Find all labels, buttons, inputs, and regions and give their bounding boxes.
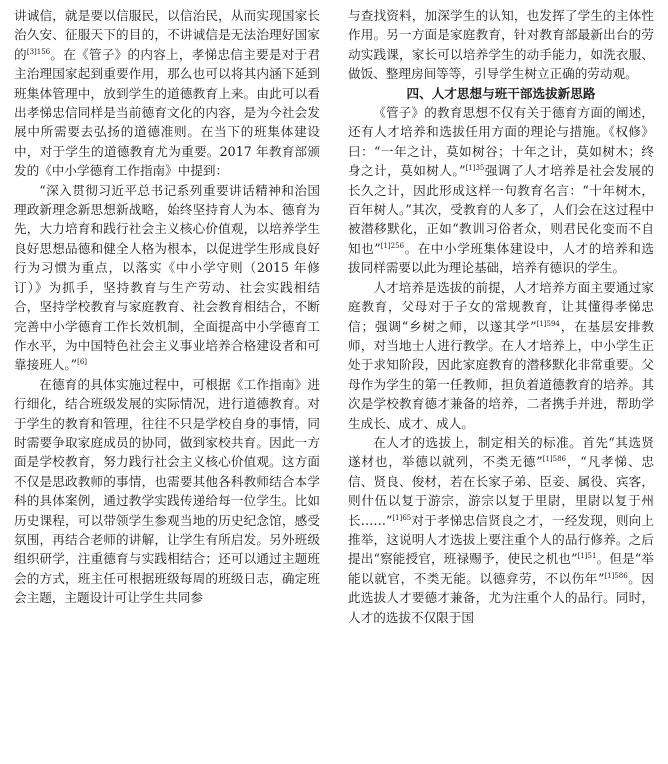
right-column	[348, 6, 654, 627]
quote-paragraph	[14, 181, 320, 375]
paragraph-text: 。但是“举能以就官，不类无能。以德弇劳，不以伤年”	[348, 551, 654, 586]
citation: [1]256	[380, 241, 405, 250]
paragraph-3: 在德育的具体实施过程中，可根据《工作指南》进行细化，结合班级发展的实际情况，进行道德教育。对于学生的教育和管理，往往不只是学校自身的事情，同时需要争取家庭成员的协同，做到家校共育。因此一方面是学校教育，努力践行社会主义核心价值观。这方面不仅是思政教师的事情，也需要其他各科教师结合本学科的具体案例，通过教学实践传递给每一位学生。比如历史课程，可以带领学生参观当地的历史纪念馆，感受氛围，再结合老师的讲解，让学生有所启发。另外班级组织研学，注重德育与实践相结合；还可以通过主题班会的方式，班主任可根据班级每周的班级日志，确定班会主题，主题设计可让学生共同参	[14, 376, 320, 606]
paragraph-text: 强调了人才培养是社会发展的长久之计，因此形成这样一句教育名言：“十年树木，百年树人。”其次，受教育的人多了，人们会在这过程中被潜移默化，正如“教训习俗者众，则君民化变而不自知也”	[348, 163, 654, 256]
citation: [1]594	[536, 319, 560, 328]
citation: [3]156	[26, 47, 51, 56]
paragraph-text: 对于孝悌忠信贤良之才，一经发现，则向上推举，这说明人才选拔上要注重个人的品行修养。之后提出“察能授官，班禄赐予，使民之机也”	[348, 512, 654, 567]
citation: [6]	[77, 358, 88, 367]
paragraph-3	[348, 278, 654, 433]
paragraph-text: 《管子》的教育思想不仅有关于德育方面的阐述，还有人才培养和选拔任用方面的理论与措施。《权修》曰：“一年之计，莫如树谷；十年之计，莫如树木；终身之计，莫如树人。”	[348, 105, 654, 179]
paragraph-1	[14, 6, 320, 181]
section-title: 四、人才思想与班干部选拔新思路	[406, 85, 596, 101]
left-column	[14, 6, 320, 608]
citation: [1]51	[577, 552, 597, 561]
citation: [1]65	[392, 513, 412, 522]
paragraph-text: 。在中小学班集体建设中，人才的培养和选拔同样需要以此为理论基础，培养有德识的学生。	[348, 240, 654, 276]
paragraph-text: 在人才的选拔上，制定相关的标准。首先“其选贤遂材也，举德以就列，不类无德”	[348, 434, 654, 470]
paragraph-2	[348, 103, 654, 278]
paragraph-text: ，在基层安排教师，对当地士人进行教学。在人才培养上，中小学生正处于求知阶段，因此家庭教育的潜移默化非常重要。父母作为学生的第一任教师，担负着道德教育的培养。其次是学校教育德才兼备的培养，二者携手并进，帮助学生成长、成才、成人。	[348, 318, 655, 431]
paragraph-text: 讲诚信，就是要以信服民，以信治民，从而实现国家长治久安、征服天下的目的，不讲诚信是无法治理好国家的	[14, 8, 320, 62]
guideline-quote: “深入贯彻习近平总书记系列重要讲话精神和治国理政新理念新思想新战略，始终坚持育人为本、德育为先，大力培育和践行社会主义核心价值观，以培养学生良好思想品德和健全人格为根本，以促进学生形成良好行为习惯为重点，以落实《中小学守则（2015 年修订）》为抓手，坚持教育与生产劳动、社会实践相结合，坚持学校教育与家庭教育、社会教育相结合，不断完善中小学德育工作长效机制，全面提高中小学德育工作水平，为中国特色社会主义事业培养合格建设者和可靠接班人。”	[14, 182, 320, 373]
citation: [1]586	[542, 455, 566, 464]
paragraph-text: 。因此选拔人才要德才兼备，尤为注重个人的品行。同时，人才的选拔不仅限于国	[348, 570, 654, 625]
paragraph-text: ，“凡孝悌、忠信、贤良、俊材，若在长家子弟、臣妾、属役、宾客，则什伍以复于游宗，游宗以复于里尉，里尉以复于州长……”	[348, 454, 654, 528]
paragraph-text: 。在《管子》的内容上，孝悌忠信主要是对于君主治理国家起到重要作用，那么也可以将其内涵下延到班集体管理中，放到学生的道德教育上来。由此可以看出孝悌忠信同样是当前德育文化的内容，是为今社会发展中所需要去弘扬的道德准则。在当下的班集体建设中，对于学生的道德教育尤为重要。2017 年教育部颁发的《中小学德育工作指南》中提到：	[14, 46, 321, 179]
paragraph-4	[348, 433, 654, 627]
citation: [1]35	[465, 164, 485, 173]
paragraph-1: 与查找资料，加深学生的认知，也发挥了学生的主体性作用。另一方面是家庭教育，针对教育部最新出台的劳动实践课，家长可以培养学生的动手能力，如洗衣服、做饭、整理房间等等，引导学生树立正确的劳动观。	[348, 8, 654, 82]
paragraph-text: 人才培养是选拔的前提，人才培养方面主要通过家庭教育，父母对于子女的常规教育，让其懂得孝悌忠信；强调“乡树之师，以遂其学”	[348, 279, 654, 334]
citation: [1]586	[604, 571, 628, 580]
